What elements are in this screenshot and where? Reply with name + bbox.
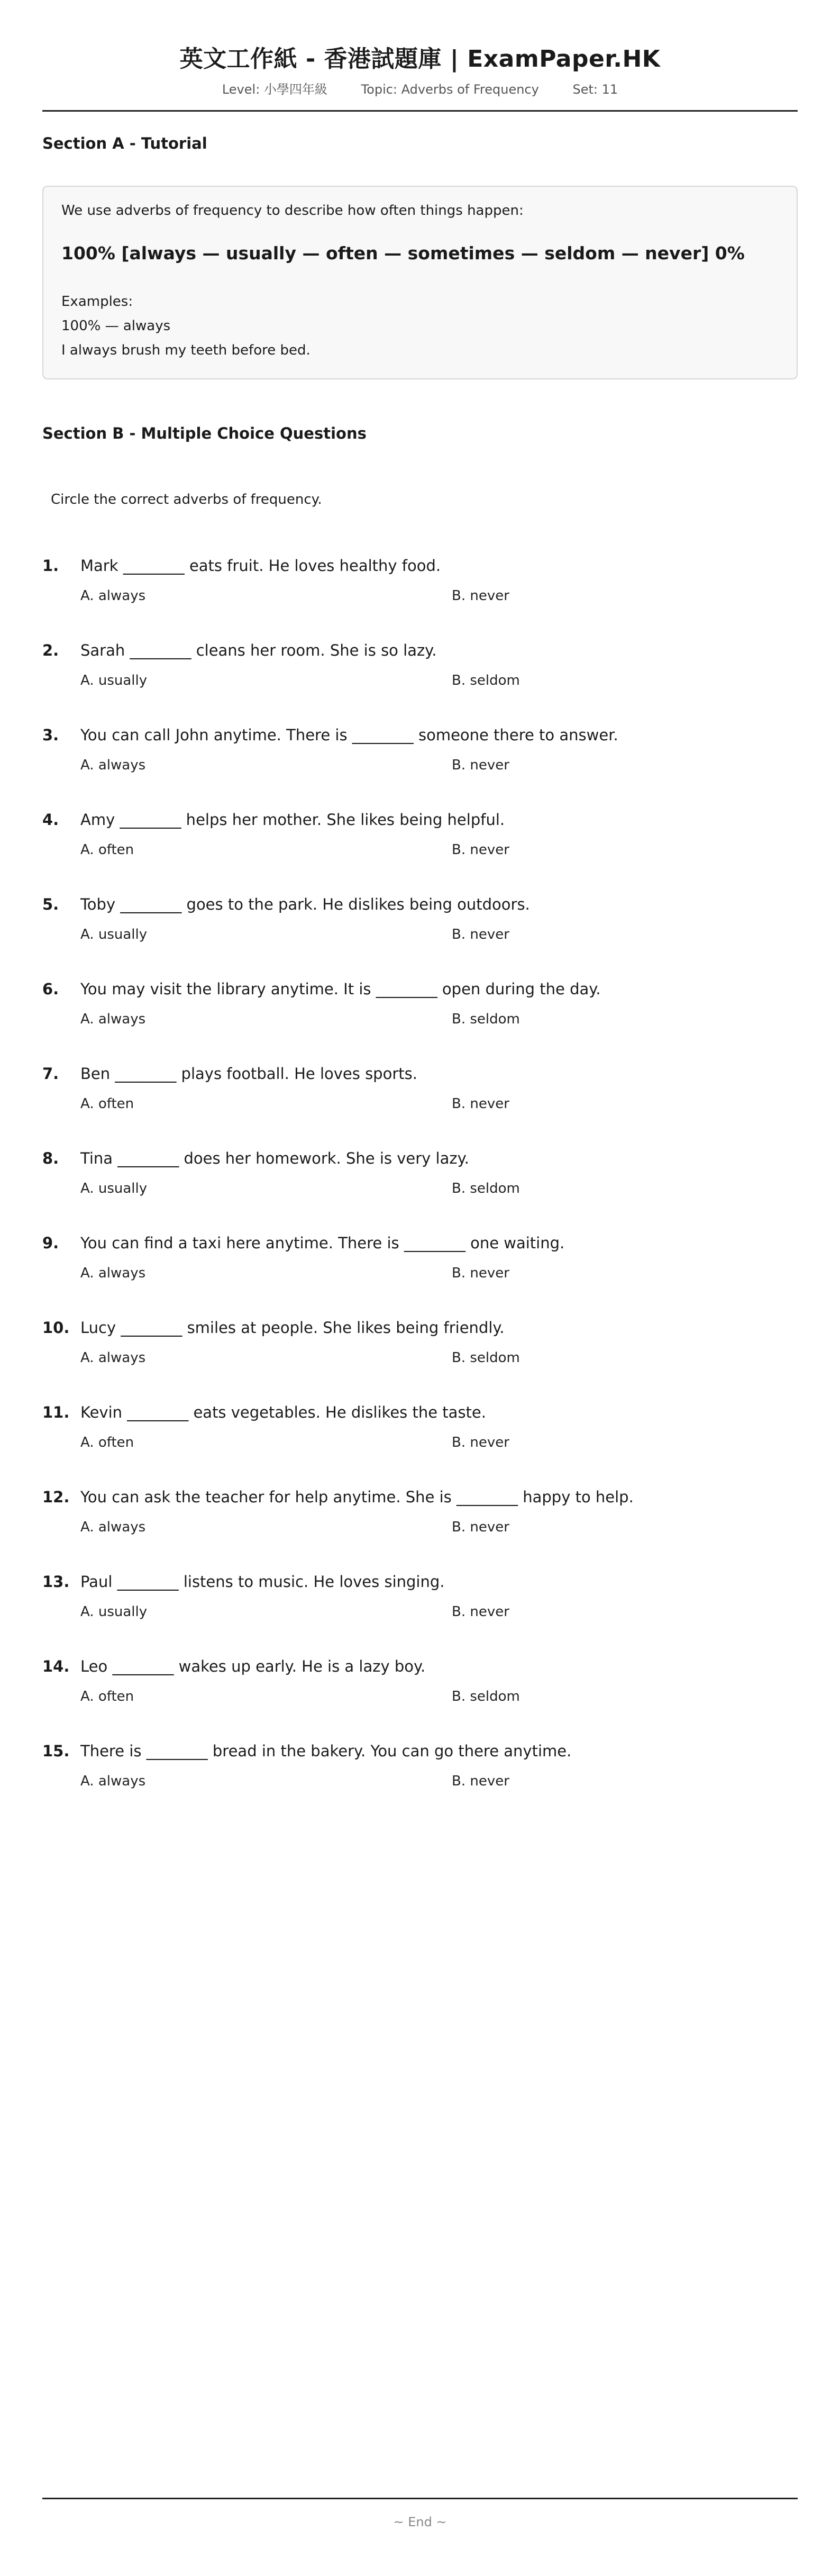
question-text: Tina ________ does her homework. She is very lazy. bbox=[80, 1149, 469, 1167]
option-a[interactable]: A. often bbox=[80, 1689, 134, 1704]
question-number: 8. bbox=[42, 1149, 59, 1167]
footer-divider bbox=[42, 2498, 798, 2499]
question-number: 1. bbox=[42, 557, 59, 575]
option-a[interactable]: A. often bbox=[80, 842, 134, 858]
question-item bbox=[42, 894, 798, 978]
question-text: There is ________ bread in the bakery. You can go there anytime. bbox=[80, 1742, 572, 1760]
option-b[interactable]: B. never bbox=[452, 927, 509, 942]
worksheet-title: 英文工作紙 - 香港試題庫 | ExamPaper.HK bbox=[179, 46, 661, 72]
worksheet-footer bbox=[42, 2498, 798, 2531]
question-text: Paul ________ listens to music. He loves singing. bbox=[80, 1573, 445, 1591]
instruction-text: Circle the correct adverbs of frequency. bbox=[51, 492, 322, 507]
example-pair: 100% — always bbox=[61, 318, 171, 334]
question-number: 12. bbox=[42, 1488, 70, 1506]
question-text: Kevin ________ eats vegetables. He dislikes the taste. bbox=[80, 1403, 486, 1421]
option-a[interactable]: A. always bbox=[80, 588, 146, 604]
question-number: 13. bbox=[42, 1573, 70, 1591]
option-a[interactable]: A. often bbox=[80, 1096, 134, 1112]
question-number: 11. bbox=[42, 1403, 70, 1421]
frequency-scale: 100% [always — usually — often — sometimes — seldom — never] 0% bbox=[61, 243, 745, 264]
option-a[interactable]: A. always bbox=[80, 1519, 146, 1535]
question-item bbox=[42, 1571, 798, 1656]
question-item bbox=[42, 640, 798, 724]
example-sentence: I always brush my teeth before bed. bbox=[61, 342, 311, 358]
question-number: 5. bbox=[42, 895, 59, 913]
question-text: Toby ________ goes to the park. He dislikes being outdoors. bbox=[80, 895, 530, 913]
question-item bbox=[42, 809, 798, 894]
option-a[interactable]: A. usually bbox=[80, 1604, 148, 1620]
question-item bbox=[42, 1063, 798, 1148]
question-text: You may visit the library anytime. It is ________ open during the day. bbox=[80, 980, 601, 998]
question-number: 7. bbox=[42, 1065, 59, 1083]
question-number: 6. bbox=[42, 980, 59, 998]
question-number: 15. bbox=[42, 1742, 70, 1760]
question-item bbox=[42, 724, 798, 809]
question-text: You can ask the teacher for help anytime. She is ________ happy to help. bbox=[80, 1488, 634, 1506]
option-b[interactable]: B. seldom bbox=[452, 1350, 520, 1366]
tutorial-box bbox=[42, 186, 798, 379]
option-a[interactable]: A. usually bbox=[80, 927, 148, 942]
option-b[interactable]: B. never bbox=[452, 1435, 509, 1450]
option-a[interactable]: A. always bbox=[80, 1773, 146, 1789]
option-a[interactable]: A. often bbox=[80, 1435, 134, 1450]
option-b[interactable]: B. never bbox=[452, 588, 509, 604]
question-item bbox=[42, 1402, 798, 1486]
question-number: 3. bbox=[42, 726, 59, 744]
question-text: Sarah ________ cleans her room. She is so lazy. bbox=[80, 641, 437, 659]
question-text: Leo ________ wakes up early. He is a lazy boy. bbox=[80, 1657, 426, 1675]
option-b[interactable]: B. seldom bbox=[452, 1011, 520, 1027]
option-b[interactable]: B. never bbox=[452, 1519, 509, 1535]
option-a[interactable]: A. usually bbox=[80, 1181, 148, 1196]
question-number: 14. bbox=[42, 1657, 70, 1675]
option-b[interactable]: B. never bbox=[452, 1265, 509, 1281]
question-text: Amy ________ helps her mother. She likes being helpful. bbox=[80, 811, 505, 829]
option-b[interactable]: B. never bbox=[452, 757, 509, 773]
worksheet-meta bbox=[42, 80, 798, 98]
question-number: 10. bbox=[42, 1319, 70, 1337]
option-b[interactable]: B. seldom bbox=[452, 673, 520, 688]
tutorial-intro: We use adverbs of frequency to describe how often things happen: bbox=[61, 203, 524, 219]
option-b[interactable]: B. never bbox=[452, 842, 509, 858]
question-item bbox=[42, 978, 798, 1063]
worksheet-header bbox=[42, 0, 798, 112]
question-list bbox=[42, 555, 798, 1825]
question-text: Lucy ________ smiles at people. She likes being friendly. bbox=[80, 1319, 505, 1337]
question-item bbox=[42, 1232, 798, 1317]
option-a[interactable]: A. always bbox=[80, 757, 146, 773]
level-label: Level: 小學四年級 bbox=[222, 82, 327, 97]
examples-label: Examples: bbox=[61, 294, 133, 310]
question-item bbox=[42, 1740, 798, 1825]
option-b[interactable]: B. seldom bbox=[452, 1689, 520, 1704]
question-text: Ben ________ plays football. He loves sports. bbox=[80, 1065, 417, 1083]
topic-label: Topic: Adverbs of Frequency bbox=[361, 82, 539, 97]
option-a[interactable]: A. always bbox=[80, 1350, 146, 1366]
option-a[interactable]: A. always bbox=[80, 1011, 146, 1027]
question-number: 9. bbox=[42, 1234, 59, 1252]
header-divider bbox=[42, 110, 798, 112]
worksheet-page bbox=[42, 0, 798, 2576]
question-number: 4. bbox=[42, 811, 59, 829]
question-text: You can call John anytime. There is ________ someone there to answer. bbox=[80, 726, 618, 744]
question-item bbox=[42, 1317, 798, 1402]
question-item bbox=[42, 1656, 798, 1740]
option-b[interactable]: B. never bbox=[452, 1604, 509, 1620]
question-text: You can find a taxi here anytime. There is ________ one waiting. bbox=[80, 1234, 565, 1252]
question-item bbox=[42, 1148, 798, 1232]
section-b-title: Section B - Multiple Choice Questions bbox=[42, 424, 367, 442]
option-a[interactable]: A. usually bbox=[80, 673, 148, 688]
question-item bbox=[42, 555, 798, 640]
set-label: Set: 11 bbox=[572, 82, 618, 97]
option-b[interactable]: B. never bbox=[452, 1096, 509, 1112]
option-b[interactable]: B. seldom bbox=[452, 1181, 520, 1196]
question-text: Mark ________ eats fruit. He loves healthy food. bbox=[80, 557, 441, 575]
option-a[interactable]: A. always bbox=[80, 1265, 146, 1281]
question-item bbox=[42, 1486, 798, 1571]
end-marker: ~ End ~ bbox=[393, 2515, 447, 2529]
question-number: 2. bbox=[42, 641, 59, 659]
section-a-title: Section A - Tutorial bbox=[42, 134, 207, 152]
option-b[interactable]: B. never bbox=[452, 1773, 509, 1789]
